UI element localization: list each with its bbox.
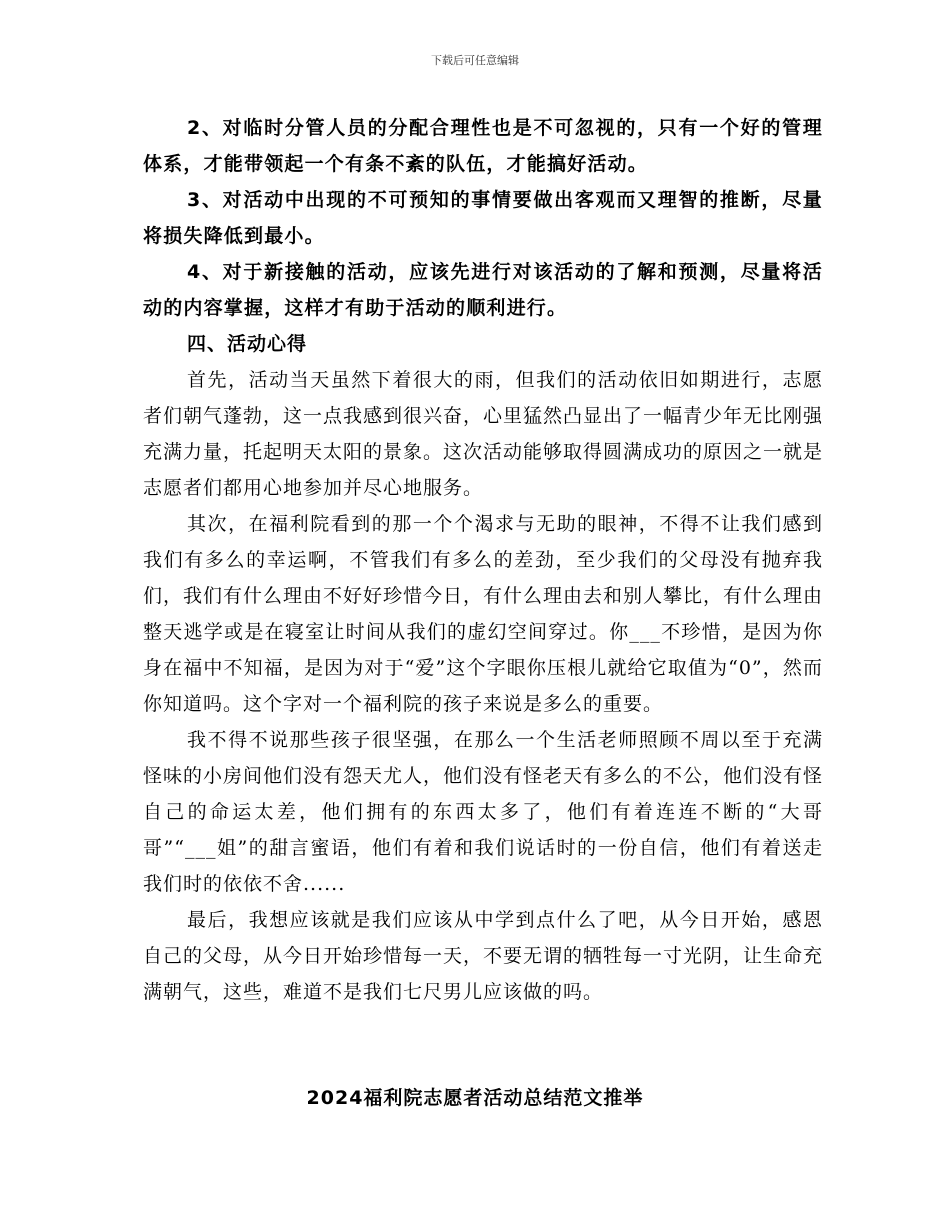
point-2-paragraph: 2、对临时分管人员的分配合理性也是不可忽视的，只有一个好的管理体系，才能带领起一个有条不紊的队伍，才能搞好活动。 [143,117,823,175]
second-paragraph: 其次，在福利院看到的那一个个渴求与无助的眼神，不得不让我们感到我们有多么的幸运啊，不管我们有多么的差劲，至少我们的父母没有抛弃我们，我们有什么理由不好好珍惜今日，有什么理由去和别人攀比，有什么理由整天逃学或是在寝室让时间从我们的虚幻空间穿过。你___不珍惜，是因为你身在福中不知福，是因为对于“爱”这个字眼你压根儿就给它取值为“0”，然而你知道吗。这个字对一个福利院的孩子来说是多么的重要。 [143,513,824,715]
document-title: 2024福利院志愿者活动总结范文推举 [306,1087,644,1109]
section-heading: 四、活动心得 [187,333,308,355]
header-note: 下载后可任意编辑 [431,54,519,67]
document-body [143,110,823,1010]
third-paragraph: 我不得不说那些孩子很坚强，在那么一个生活老师照顾不周以至于充满怪味的小房间他们没有怨天尤人，他们没有怪老天有多么的不公，他们没有怪自己的命运太差，他们拥有的东西太多了，他们有着连连不断的“大哥哥”“___姐”的甜言蜜语，他们有着和我们说话时的一份自信，他们有着送走我们时的依依不舍...... [143,729,824,895]
point-4-paragraph: 4、对于新接触的活动，应该先进行对该活动的了解和预测，尽量将活动的内容掌握，这样才有助于活动的顺利进行。 [143,261,823,319]
last-paragraph: 最后，我想应该就是我们应该从中学到点什么了吧，从今日开始，感恩自己的父母，从今日开始珍惜每一天，不要无谓的牺牲每一寸光阴，让生命充满朝气，这些，难道不是我们七尺男儿应该做的吗。 [143,909,824,1003]
first-paragraph: 首先，活动当天虽然下着很大的雨，但我们的活动依旧如期进行，志愿者们朝气蓬勃，这一点我感到很兴奋，心里猛然凸显出了一幅青少年无比刚强充满力量，托起明天太阳的景象。这次活动能够取得圆满成功的原因之一就是志愿者们都用心地参加并尽心地服务。 [143,369,824,499]
point-3-paragraph: 3、对活动中出现的不可预知的事情要做出客观而又理智的推断，尽量将损失降低到最小。 [143,189,823,247]
